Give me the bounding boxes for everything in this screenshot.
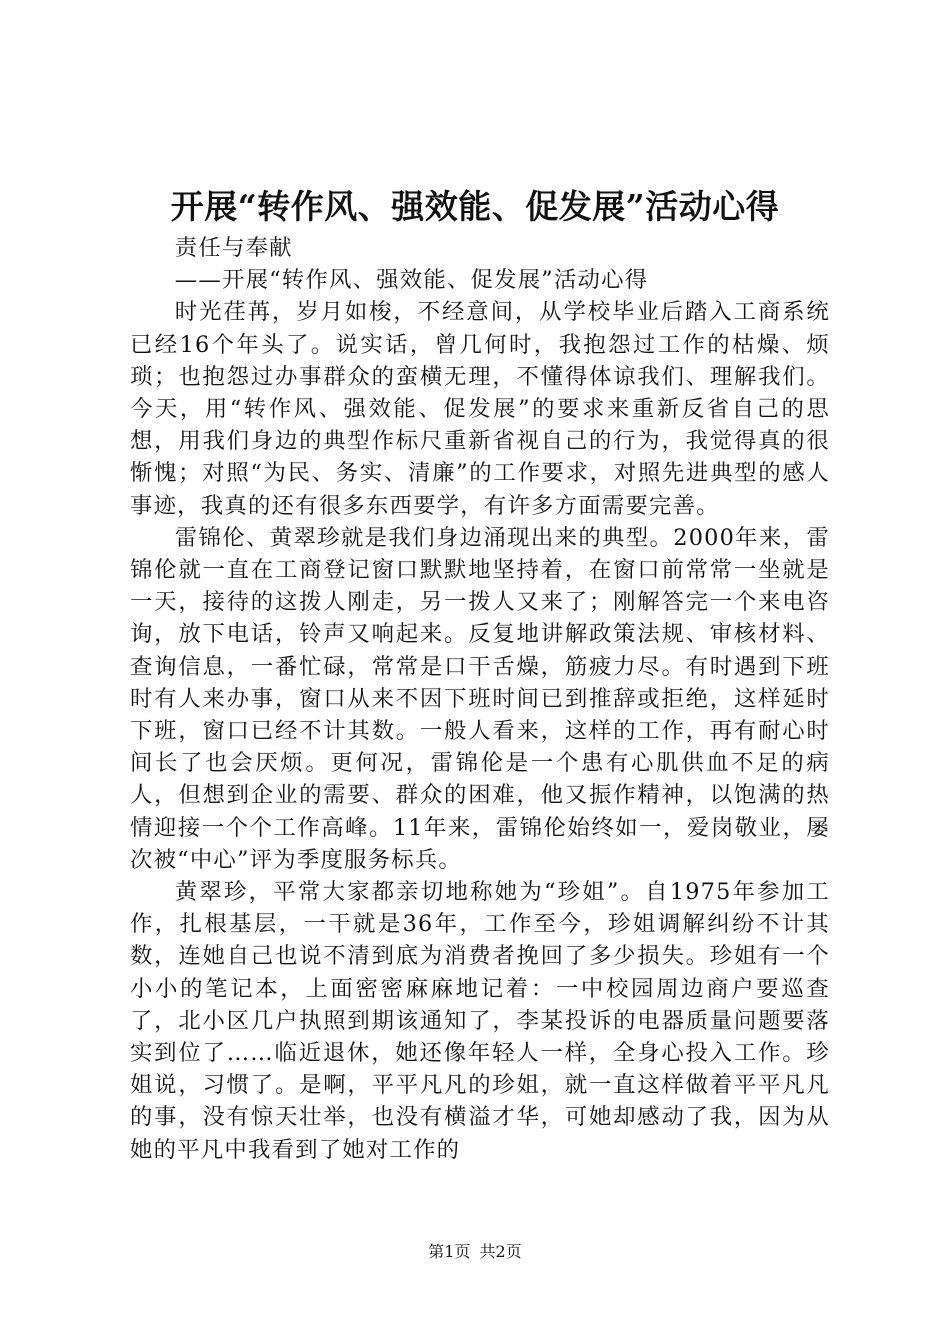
document-body bbox=[130, 232, 830, 1166]
page-number: 第1页 bbox=[428, 1242, 471, 1261]
paragraph-2: 雷锦伦、黄翠珍就是我们身边涌现出来的典型。2000年来，雷锦伦就一直在工商登记窗口默默地坚持着，在窗口前常常一坐就是一天，接待的这拨人刚走，另一拨人又来了；刚解答完一个来电咨询，放下电话，铃声又响起来。反复地讲解政策法规、审核材料、查询信息，一番忙碌，常常是口干舌燥，筋疲力尽。有时遇到下班时有人来办事，窗口从来不因下班时间已到推辞或拒绝，这样延时下班，窗口已经不计其数。一般人看来，这样的工作，再有耐心时间长了也会厌烦。更何况，雷锦伦是一个患有心肌供血不足的病人，但想到企业的需要、群众的困难，他又振作精神，以饱满的热情迎接一个个工作高峰。11年来，雷锦伦始终如一，爱岗敬业，屡次被“中心”评为季度服务标兵。 bbox=[130, 524, 830, 873]
paragraph-1: 时光荏苒，岁月如梭，不经意间，从学校毕业后踏入工商系统已经16个年头了。说实话，曾几何时，我抱怨过工作的枯燥、烦琐；也抱怨过办事群众的蛮横无理，不懂得体谅我们、理解我们。今天，用“转作风、强效能、促发展”的要求来重新反省自己的思想，用我们身边的典型作标尺重新省视自己的行为，我觉得真的很惭愧；对照“为民、务实、清廉”的工作要求，对照先进典型的感人事迹，我真的还有很多东西要学，有许多方面需要完善。 bbox=[130, 299, 830, 519]
document-title: 开展“转作风、强效能、促发展”活动心得 bbox=[170, 187, 780, 226]
subheading: ——开展“转作风、强效能、促发展”活动心得 bbox=[174, 267, 649, 294]
subtitle: 责任与奉献 bbox=[174, 235, 293, 261]
paragraph-3: 黄翠珍，平常大家都亲切地称她为“珍姐”。自1975年参加工作，扎根基层，一干就是36年，工作至今，珍姐调解纠纷不计其数，连她自己也说不清到底为消费者挽回了多少损失。珍姐有一个小小的笔记本，上面密密麻麻地记着：一中校园周边商户要巡查了，北小区几户执照到期该通知了，李某投诉的电器质量问题要落实到位了……临近退休，她还像年轻人一样，全身心投入工作。珍姐说，习惯了。是啊，平平凡凡的珍姐，就一直这样做着平平凡凡的事，没有惊天壮举，也没有横溢才华，可她却感动了我，因为从她的平凡中我看到了她对工作的 bbox=[130, 879, 830, 1163]
page-total: 共2页 bbox=[479, 1242, 522, 1261]
page-footer bbox=[0, 1240, 950, 1264]
